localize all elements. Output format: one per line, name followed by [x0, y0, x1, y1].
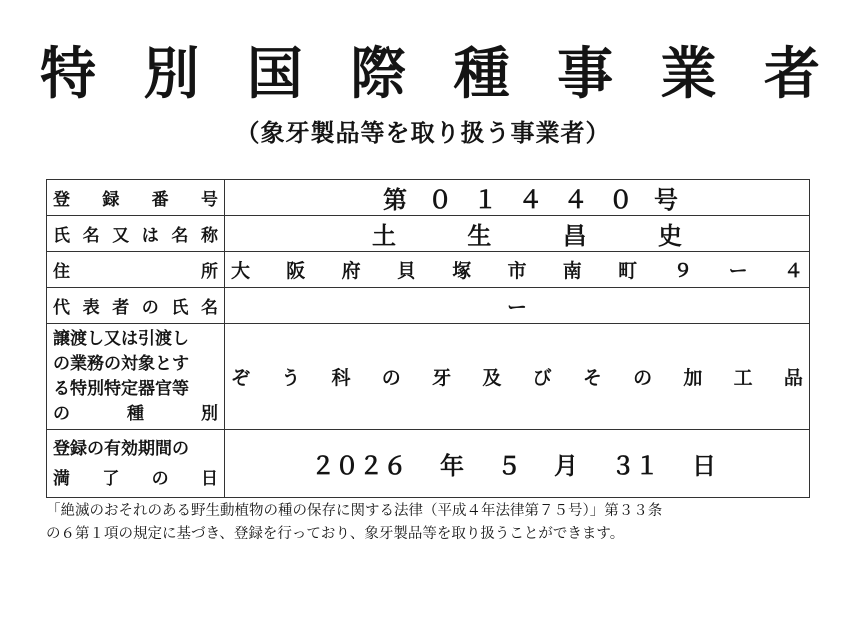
label-char: 種: [127, 403, 144, 424]
label-char: 登: [53, 190, 70, 210]
label-char: 氏: [53, 226, 70, 246]
label-char: 又: [112, 226, 130, 246]
items-label-line: 譲渡し又は引渡し: [53, 328, 189, 349]
title-char: 者: [763, 42, 820, 107]
value-char: 品: [783, 367, 803, 389]
title-char: 特: [40, 42, 96, 107]
value-char: ２０２６: [311, 452, 407, 480]
label-char: 日: [200, 468, 218, 489]
value-char: 第: [383, 186, 407, 214]
value-char: ４: [518, 186, 543, 214]
label-char: 住: [53, 262, 70, 282]
label-char: の: [53, 403, 70, 424]
items-label-line: る特別特定器官等: [53, 378, 189, 399]
expiry-label-line: 登録の有効期間の: [53, 438, 189, 459]
value-char: 年: [440, 452, 464, 480]
title-char: 際: [350, 42, 407, 107]
title-char: 国: [246, 42, 303, 107]
label-char: は: [141, 226, 159, 246]
value-char: 史: [657, 222, 682, 250]
label-char: 表: [82, 298, 100, 318]
value-char: ー: [728, 260, 748, 282]
value-char: 月: [554, 452, 578, 480]
label-char: 称: [200, 226, 218, 246]
label-char: 別: [201, 403, 218, 424]
value-char: ９: [673, 260, 693, 282]
value-char: 加: [683, 367, 703, 389]
title-char: 種: [453, 42, 510, 107]
value-char: ４: [783, 260, 803, 282]
footnote-line: 「絶滅のおそれのある野生動植物の種の保存に関する法律（平成４年法律第７５号）」第３３条: [46, 503, 663, 519]
label-char: 名: [200, 298, 218, 318]
representative-value: ー: [225, 288, 810, 324]
value-char: 大: [231, 260, 251, 282]
label-char: 満: [53, 468, 70, 489]
value-char: 南: [562, 260, 582, 282]
value-char: そ: [582, 367, 602, 389]
value-char: 生: [467, 222, 492, 250]
items-label-line: の業務の対象とす: [53, 353, 189, 374]
representative-row: [47, 288, 810, 324]
items-label: [47, 324, 225, 430]
label-char: 番: [151, 190, 169, 210]
value-char: ５: [497, 452, 521, 480]
label-char: の: [151, 468, 169, 489]
value-char: 工: [733, 367, 753, 389]
label-char: 代: [53, 298, 70, 318]
value-char: の: [633, 367, 653, 389]
value-char: ぞ: [231, 367, 251, 389]
address-value: [225, 252, 810, 288]
value-char: 市: [507, 260, 527, 282]
items-label-line: [53, 402, 218, 427]
items-value: [225, 324, 810, 430]
value-char: 号: [653, 186, 678, 214]
value-char: び: [532, 367, 552, 389]
address-label: [47, 252, 225, 288]
footnote-line: の６第１項の規定に基づき、登録を行っており、象牙製品等を取り扱うことができます。: [46, 526, 625, 542]
name-value: [225, 216, 810, 252]
items-row: [47, 324, 810, 430]
title-char: 事: [557, 42, 614, 107]
expiry-label: [47, 430, 225, 498]
expiry-value: [225, 430, 810, 498]
value-char: ０: [428, 186, 453, 214]
expiry-row: [47, 430, 810, 498]
label-char: 録: [102, 190, 120, 210]
value-char: 牙: [432, 367, 452, 389]
name-row: [47, 216, 810, 252]
label-char: 名: [82, 226, 100, 246]
value-char: 町: [618, 260, 638, 282]
value-char: ４: [563, 186, 588, 214]
value-char: 科: [331, 367, 351, 389]
title-char: 別: [143, 42, 200, 107]
value-char: 塚: [452, 260, 472, 282]
label-char: 号: [200, 190, 218, 210]
value-char: う: [281, 367, 301, 389]
value-char: ０: [608, 186, 633, 214]
value-char: 府: [341, 260, 361, 282]
label-char: 氏: [171, 298, 189, 318]
value-char: 阪: [286, 260, 306, 282]
registration-number-label: [47, 180, 225, 216]
value-char: の: [381, 367, 401, 389]
representative-label: [47, 288, 225, 324]
value-char: １: [473, 186, 498, 214]
registration-number-value: [225, 180, 810, 216]
address-row: [47, 252, 810, 288]
value-char: 貝: [396, 260, 416, 282]
title-char: 業: [660, 42, 717, 107]
registration-number-row: [47, 180, 810, 216]
label-char: 了: [102, 468, 120, 489]
certificate-subtitle: （象牙製品等を取り扱う事業者）: [235, 119, 611, 147]
value-char: 土: [372, 222, 396, 250]
name-label: [47, 216, 225, 252]
label-char: の: [141, 298, 159, 318]
expiry-label-line: [53, 464, 218, 494]
legal-footnote: [46, 500, 816, 546]
certificate-title: [40, 40, 820, 110]
value-char: ３１: [611, 452, 659, 480]
label-char: 者: [112, 298, 130, 318]
label-char: 所: [201, 262, 218, 282]
registration-table: [46, 179, 810, 498]
value-char: 日: [692, 452, 716, 480]
value-char: 昌: [562, 222, 587, 250]
value-char: 及: [482, 367, 502, 389]
label-char: 名: [171, 226, 189, 246]
